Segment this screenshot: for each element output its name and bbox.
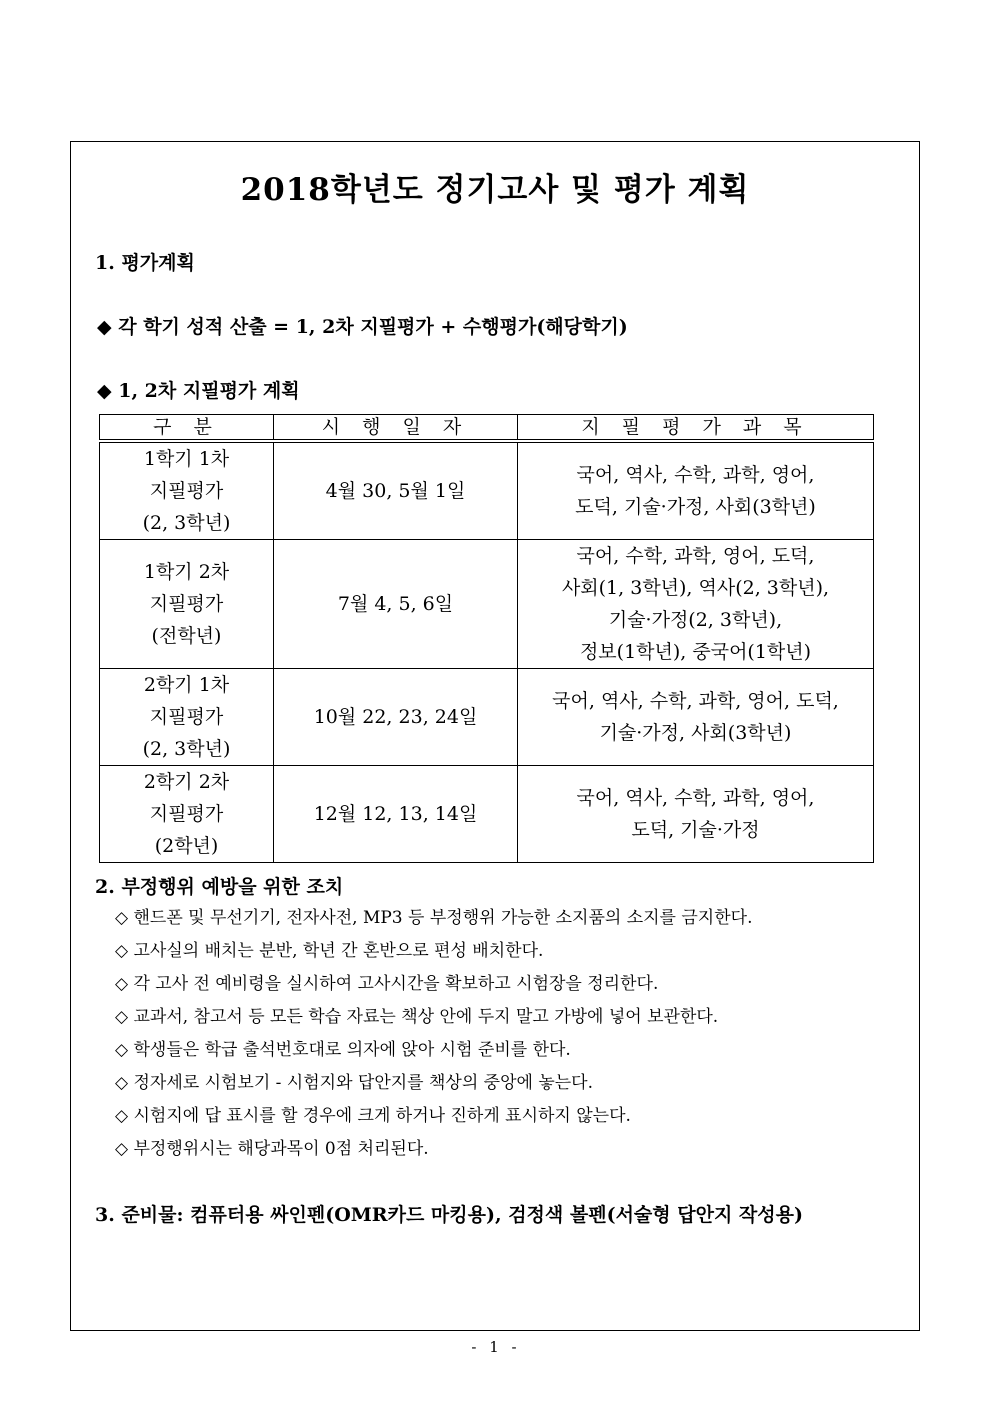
list-item: ◇ 고사실의 배치는 분반, 학년 간 혼반으로 편성 배치한다. (115, 941, 544, 961)
date-cell: 7월 4, 5, 6일 (274, 540, 518, 669)
subjects-cell: 국어, 역사, 수학, 과학, 영어, 도덕, 기술·가정, 사회(3학년) (518, 669, 874, 766)
subjects-cell: 국어, 역사, 수학, 과학, 영어, 도덕, 기술·가정, 사회(3학년) (518, 441, 874, 540)
table-row (100, 441, 874, 540)
table-row (100, 766, 874, 863)
section1-heading: 1. 평가계획 (95, 252, 195, 274)
exam-plan-bullet: ◆ 1, 2차 지필평가 계획 (97, 380, 300, 402)
header-date: 시 행 일 자 (274, 415, 518, 442)
subjects-cell: 국어, 수학, 과학, 영어, 도덕, 사회(1, 3학년), 역사(2, 3학년), 기술·가정(2, 3학년), 정보(1학년), 중국어(1학년) (518, 540, 874, 669)
list-item: ◇ 시험지에 답 표시를 할 경우에 크게 하거나 진하게 표시하지 않는다. (115, 1106, 631, 1126)
list-item: ◇ 각 고사 전 예비령을 실시하여 고사시간을 확보하고 시험장을 정리한다. (115, 974, 659, 994)
table-header-row (100, 415, 874, 442)
prevention-measures-list (115, 902, 752, 1166)
term-cell: 2학기 1차 지필평가 (2, 3학년) (100, 669, 274, 766)
term-cell: 2학기 2차 지필평가 (2학년) (100, 766, 274, 863)
date-cell: 10월 22, 23, 24일 (274, 669, 518, 766)
page-number: - 1 - (471, 1338, 521, 1356)
list-item: ◇ 학생들은 학급 출석번호대로 의자에 앉아 시험 준비를 한다. (115, 1040, 571, 1060)
section3-heading: 3. 준비물: 컴퓨터용 싸인펜(OMR카드 마킹용), 검정색 볼펜(서술형 답안지 작성용) (95, 1204, 803, 1226)
list-item: ◇ 부정행위시는 해당과목이 0점 처리된다. (115, 1139, 429, 1159)
date-cell: 4월 30, 5월 1일 (274, 441, 518, 540)
document-frame (70, 141, 920, 1331)
table-row (100, 669, 874, 766)
exam-plan-table (99, 414, 874, 863)
header-subjects: 지 필 평 가 과 목 (518, 415, 874, 442)
list-item: ◇ 교과서, 참고서 등 모든 학습 자료는 책상 안에 두지 말고 가방에 넣어 보관한다. (115, 1007, 719, 1027)
section2-heading: 2. 부정행위 예방을 위한 조치 (95, 876, 344, 898)
header-category: 구 분 (100, 415, 274, 442)
date-cell: 12월 12, 13, 14일 (274, 766, 518, 863)
list-item: ◇ 정자세로 시험보기 - 시험지와 답안지를 책상의 중앙에 놓는다. (115, 1073, 594, 1093)
subjects-cell: 국어, 역사, 수학, 과학, 영어, 도덕, 기술·가정 (518, 766, 874, 863)
document-title: 2018학년도 정기고사 및 평가 계획 (240, 172, 750, 208)
list-item: ◇ 핸드폰 및 무선기기, 전자사전, MP3 등 부정행위 가능한 소지품의 소지를 금지한다. (115, 908, 753, 928)
term-cell: 1학기 2차 지필평가 (전학년) (100, 540, 274, 669)
grade-calculation-bullet: ◆ 각 학기 성적 산출 = 1, 2차 지필평가 + 수행평가(해당학기) (97, 316, 628, 338)
table-row (100, 540, 874, 669)
term-cell: 1학기 1차 지필평가 (2, 3학년) (100, 441, 274, 540)
